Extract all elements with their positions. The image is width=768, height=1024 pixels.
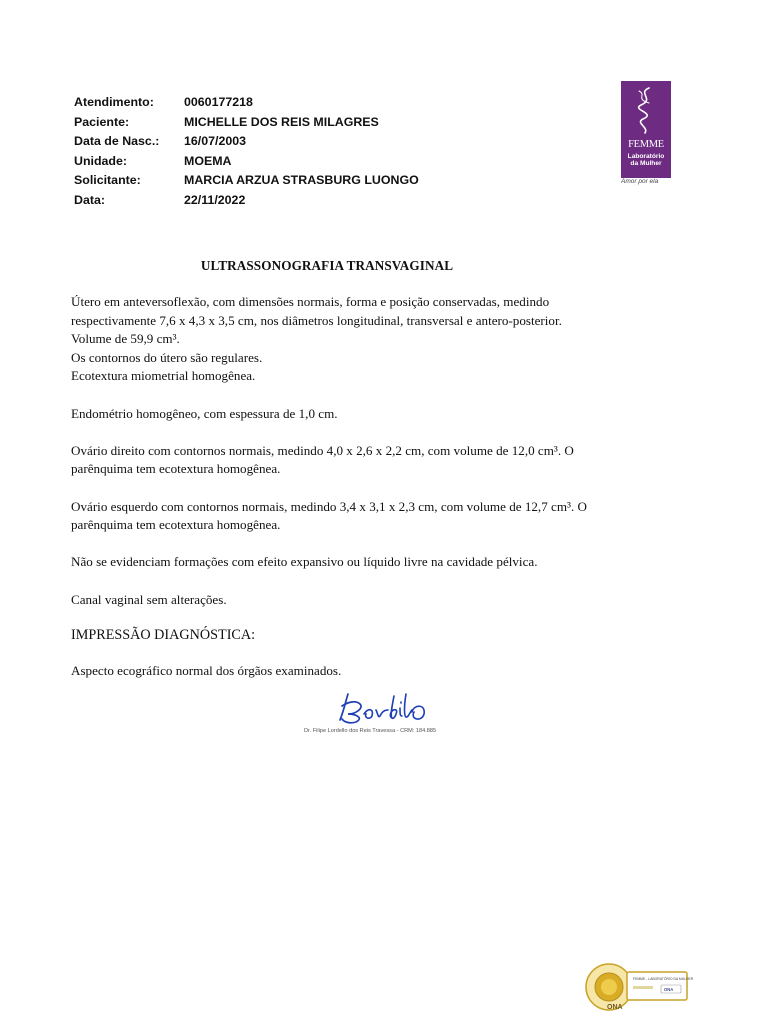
- header-row-solicitante: [74, 171, 419, 191]
- header-value: MOEMA: [184, 153, 232, 168]
- header-label: Paciente:: [74, 114, 130, 129]
- ona-accreditation-seal: [583, 962, 693, 1012]
- diagnosis-text: Aspecto ecográfico normal dos órgãos examinados.: [71, 663, 342, 678]
- logo-subtitle-line: da Mulher: [630, 160, 662, 168]
- report-line: parênquima tem ecotextura homogênea.: [71, 461, 281, 477]
- report-line: parênquima tem ecotextura homogênea.: [71, 517, 281, 533]
- seal-card-text: FEMME - LABORATÓRIO DA MULHER: [633, 977, 693, 981]
- logo-subtitle-line: Laboratório: [627, 153, 665, 160]
- report-line: Útero em anteversoflexão, com dimensões normais, forma e posição conservadas, medindo: [71, 294, 550, 309]
- header-row-unidade: [74, 152, 419, 172]
- femme-logo: [621, 81, 671, 178]
- header-label: Solicitante:: [74, 173, 141, 188]
- header-label: Unidade:: [74, 153, 128, 168]
- header-label: Data de Nasc.:: [74, 134, 160, 149]
- ribbon-logo-icon: [629, 85, 663, 137]
- report-line: Ovário direito com contornos normais, medindo 4,0 x 2,6 x 2,2 cm, com volume de 12,0 cm³. O: [71, 442, 574, 458]
- report-title: ULTRASSONOGRAFIA TRANSVAGINAL: [200, 258, 454, 273]
- report-line: Volume de 59,9 cm³.: [71, 331, 180, 347]
- signature-caption: Dr. Filipe Lordello dos Reis Travessa - CRM: 184.885: [304, 728, 437, 734]
- report-line: Endométrio homogêneo, com espessura de 1,0 cm.: [71, 405, 338, 421]
- logo-brand: FEMME: [628, 139, 664, 150]
- report-line: Ovário esquerdo com contornos normais, medindo 3,4 x 3,1 x 2,3 cm, com volume de 12,7 cm³. O: [71, 498, 587, 514]
- header-row-atendimento: [74, 93, 419, 113]
- report-line: Não se evidenciam formações com efeito expansivo ou líquido livre na cavidade pélvica.: [71, 554, 538, 570]
- header-row-paciente: [74, 113, 419, 133]
- report-line: Os contornos do útero são regulares.: [71, 349, 263, 365]
- patient-header: [74, 93, 419, 211]
- seal-brand: ONA: [607, 1004, 623, 1011]
- report-line: Canal vaginal sem alterações.: [71, 591, 227, 607]
- diagnosis-heading: IMPRESSÃO DIAGNÓSTICA:: [71, 627, 256, 643]
- header-value: 0060177218: [184, 95, 253, 109]
- logo-tagline: Amor por ela: [621, 178, 659, 185]
- header-value: MICHELLE DOS REIS MILAGRES: [184, 114, 379, 129]
- report-line: respectivamente 7,6 x 4,3 x 3,5 cm, nos diâmetros longitudinal, transversal e antero-posterior.: [71, 312, 562, 328]
- logo-subtitle: [621, 153, 671, 168]
- report-line: Ecotextura miometrial homogênea.: [71, 368, 256, 384]
- header-value: 22/11/2022: [184, 192, 246, 207]
- doctor-signature: [334, 686, 430, 728]
- header-label: Data:: [74, 192, 105, 207]
- header-row-nascimento: [74, 132, 419, 152]
- header-row-data: [74, 191, 419, 211]
- svg-text:ONA: ONA: [664, 987, 674, 992]
- header-value: MARCIA ARZUA STRASBURG LUONGO: [184, 173, 419, 188]
- header-label: Atendimento:: [74, 95, 154, 109]
- header-value: 16/07/2003: [184, 134, 247, 149]
- report-body: [71, 293, 671, 609]
